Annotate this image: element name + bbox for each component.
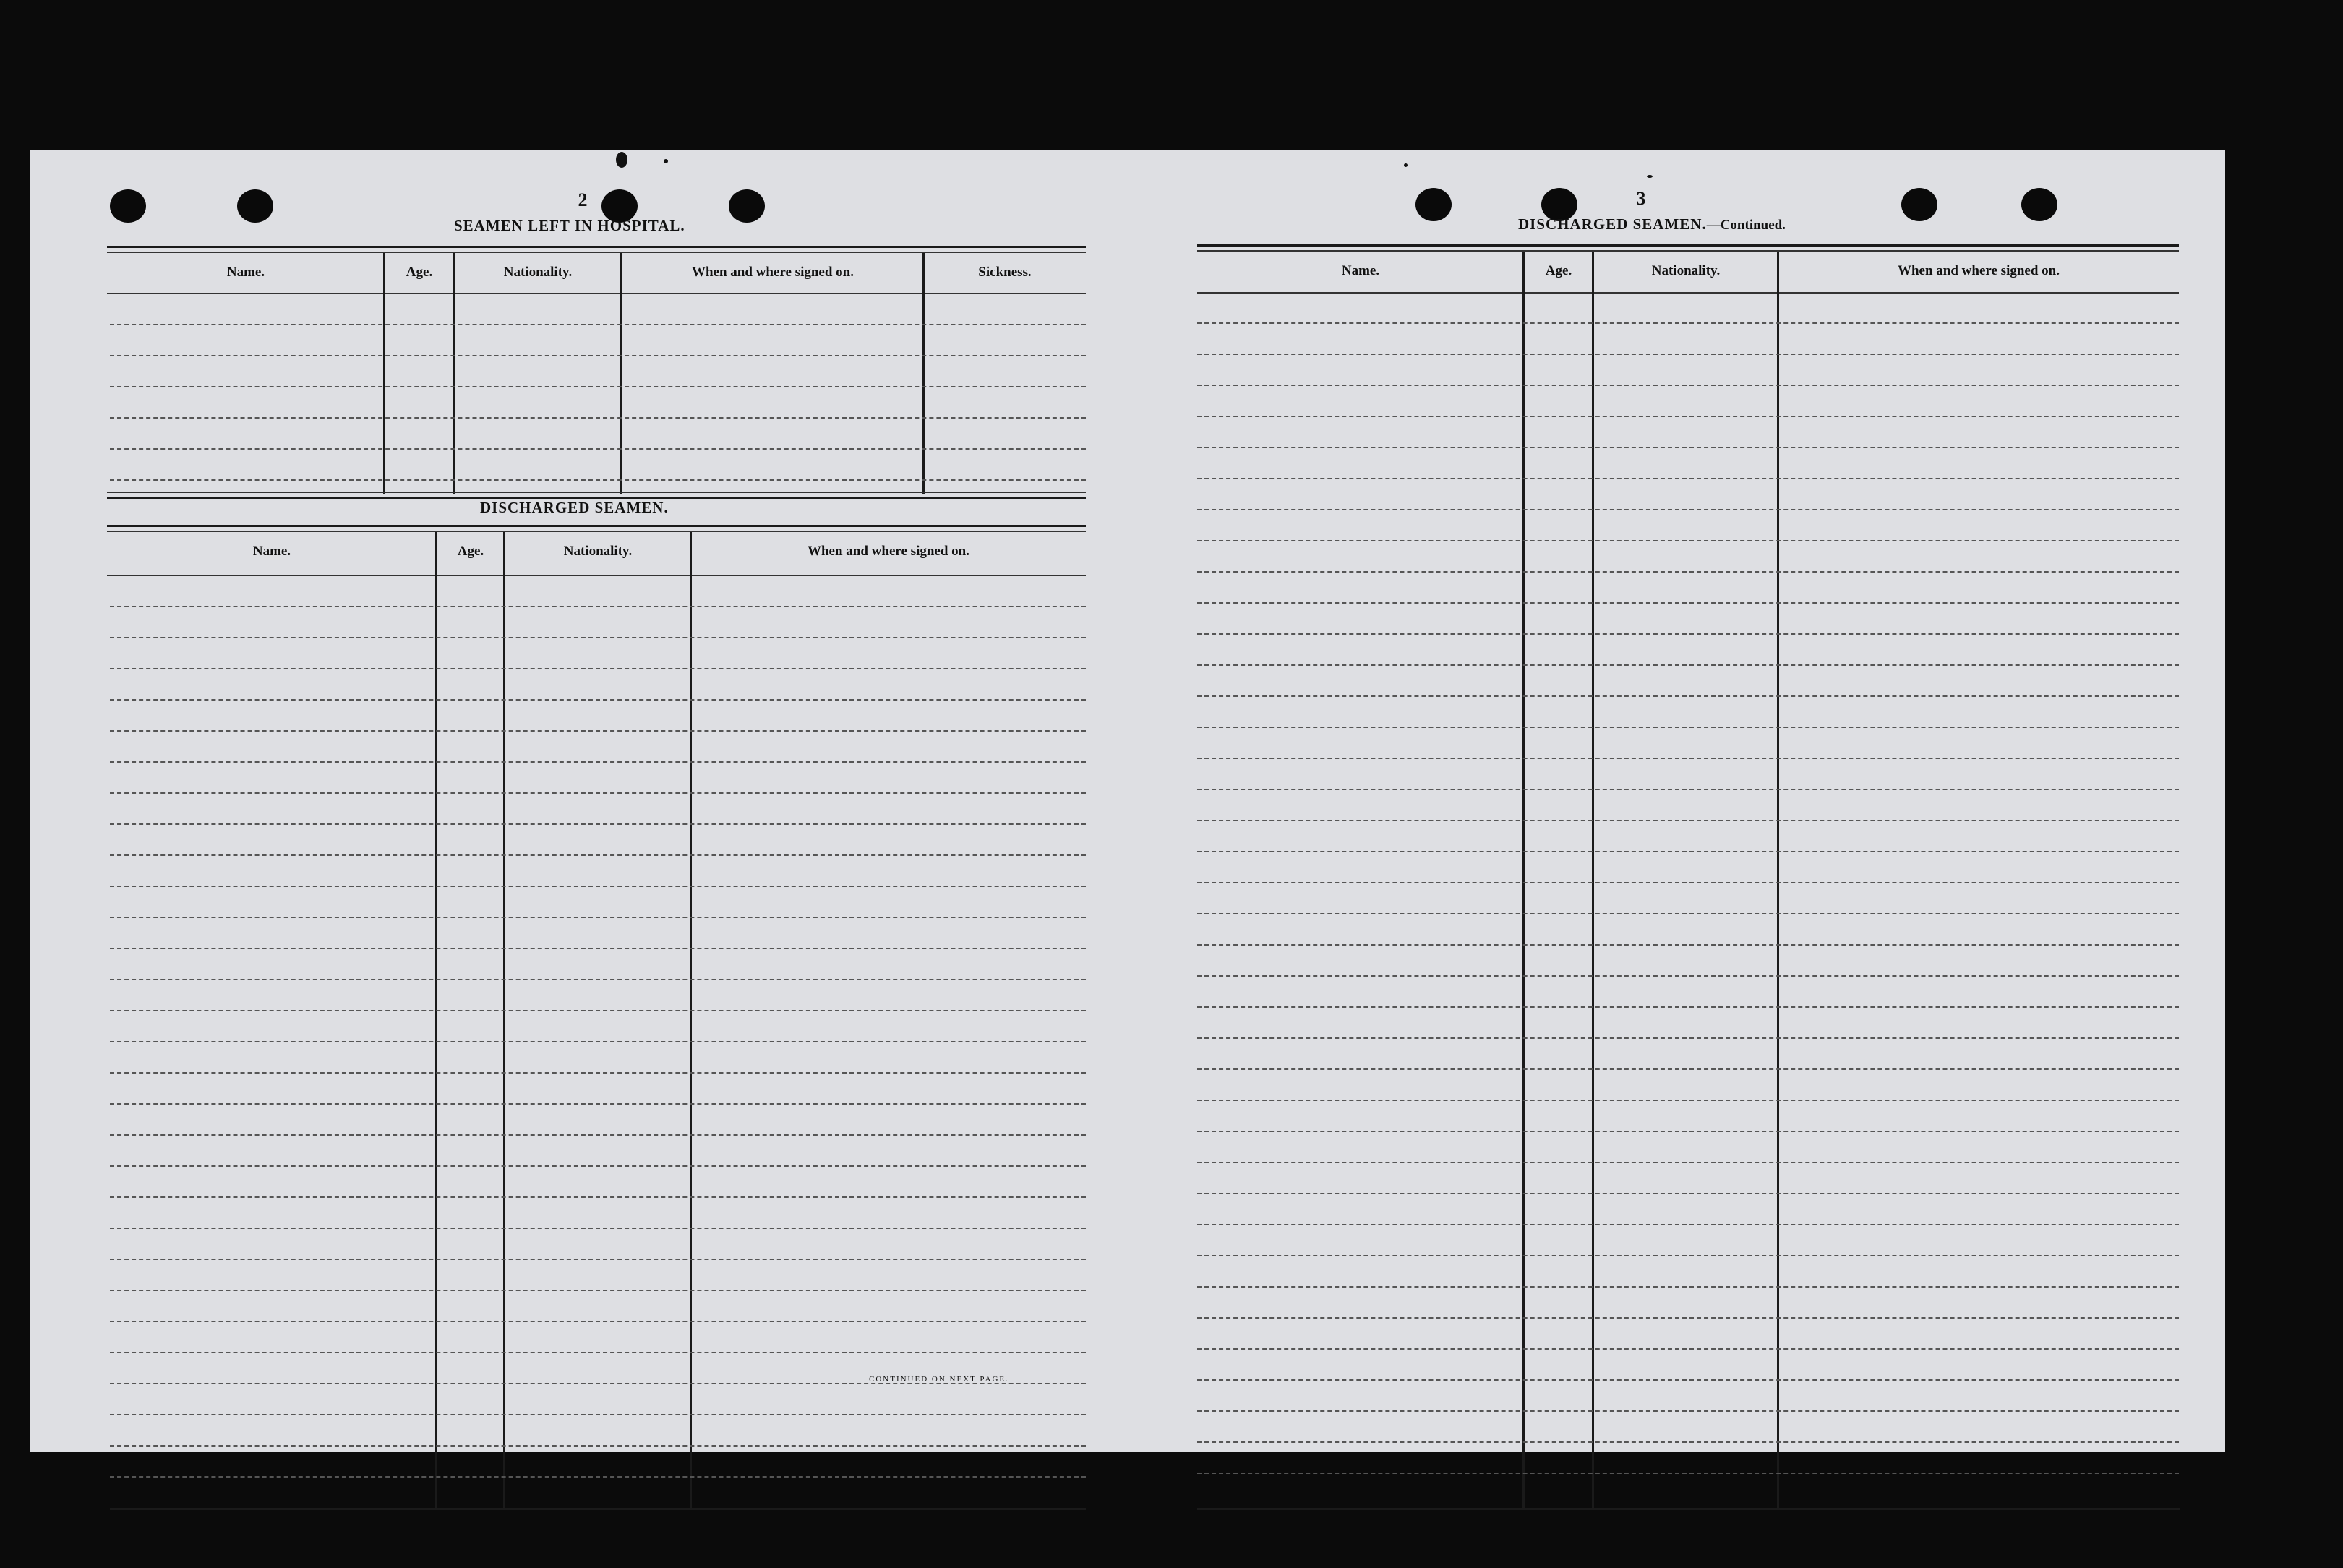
entry-line <box>110 886 1086 887</box>
punch-hole-8 <box>2021 188 2057 221</box>
hospital-top-rule <box>107 246 1086 248</box>
entry-line <box>110 386 1086 387</box>
entry-line <box>110 1041 1086 1042</box>
hospital-col-nationality: Nationality. <box>503 265 573 280</box>
entry-line <box>1197 1441 2179 1443</box>
entry-line <box>1197 727 2179 728</box>
entry-line <box>110 417 1086 419</box>
entry-line <box>110 355 1086 356</box>
entry-line <box>1197 1131 2179 1132</box>
entry-line <box>110 1476 1086 1478</box>
entry-line <box>1197 1068 2179 1070</box>
entry-line <box>1197 1317 2179 1319</box>
entry-line <box>110 1103 1086 1105</box>
entry-line <box>110 1290 1086 1291</box>
entry-line <box>110 1228 1086 1229</box>
entry-line <box>110 823 1086 825</box>
discharged-section-title: DISCHARGED SEAMEN. <box>480 499 669 516</box>
entry-line <box>1197 416 2179 417</box>
entry-line <box>1197 851 2179 852</box>
punch-hole-7 <box>1901 188 1937 221</box>
entry-line <box>1197 447 2179 448</box>
entry-line <box>1197 1037 2179 1039</box>
discharged-header-rule <box>107 575 1086 576</box>
entry-line <box>1197 944 2179 946</box>
entry-line <box>1197 789 2179 790</box>
entry-line <box>110 1259 1086 1260</box>
entry-line <box>1197 1224 2179 1225</box>
entry-line <box>110 1321 1086 1322</box>
entry-line <box>1197 695 2179 697</box>
entry-line <box>1197 1162 2179 1163</box>
hospital-col-age: Age. <box>406 265 433 280</box>
entry-line <box>110 699 1086 701</box>
entry-line <box>110 979 1086 980</box>
entry-line <box>1197 1410 2179 1412</box>
continued-section-title: DISCHARGED SEAMEN.—Continued. <box>1518 215 1786 233</box>
entry-line <box>1197 664 2179 666</box>
punch-hole-4 <box>729 189 765 223</box>
entry-line <box>1197 322 2179 324</box>
continued-col-age: Age. <box>1545 263 1572 278</box>
continued-header-rule <box>1197 292 2179 294</box>
entry-line <box>1197 354 2179 355</box>
entry-line <box>110 1196 1086 1198</box>
entry-line <box>110 324 1086 325</box>
continued-footer: CONTINUED ON NEXT PAGE. <box>869 1375 1009 1384</box>
entry-line <box>110 606 1086 607</box>
entry-line <box>110 1445 1086 1447</box>
entry-line <box>110 761 1086 763</box>
entry-line <box>110 1010 1086 1011</box>
discharged-col-when-where: When and where signed on. <box>807 544 969 559</box>
entry-line <box>1197 602 2179 604</box>
hospital-col-when-where: When and where signed on. <box>691 265 854 280</box>
punch-hole-1 <box>110 189 146 223</box>
discharged-col-name: Name. <box>252 544 291 559</box>
entry-line <box>110 1165 1086 1167</box>
entry-line <box>110 854 1086 856</box>
entry-line <box>1197 633 2179 635</box>
entry-line <box>1197 1473 2179 1474</box>
discharged-col-nationality: Nationality. <box>563 544 633 559</box>
discharged-bottom-rule <box>110 1508 1086 1510</box>
entry-line <box>110 948 1086 949</box>
entry-line <box>1197 1286 2179 1288</box>
entry-line <box>1197 913 2179 914</box>
continued-col-name: Name. <box>1341 263 1380 278</box>
entry-line <box>1197 975 2179 977</box>
hospital-header-rule <box>107 293 1086 294</box>
continued-bottom-rule <box>1197 1508 2180 1510</box>
entry-line <box>1197 478 2179 479</box>
entry-line <box>1197 820 2179 821</box>
entry-line <box>110 1072 1086 1074</box>
entry-line <box>110 730 1086 732</box>
entry-line <box>110 479 1086 481</box>
entry-line <box>1197 1379 2179 1381</box>
entry-line <box>110 792 1086 794</box>
entry-line <box>110 1352 1086 1353</box>
entry-line <box>110 1134 1086 1136</box>
page-number-right: 3 <box>1636 188 1646 209</box>
entry-line <box>110 637 1086 638</box>
entry-line <box>1197 540 2179 541</box>
entry-line <box>1197 758 2179 759</box>
continued-suffix: —Continued. <box>1706 218 1786 233</box>
continued-col-when-where: When and where signed on. <box>1897 263 2060 278</box>
entry-line <box>110 668 1086 669</box>
entry-line <box>110 917 1086 918</box>
page-number-left: 2 <box>578 189 588 210</box>
discharged-col-age: Age. <box>457 544 484 559</box>
hospital-col-name: Name. <box>226 265 265 280</box>
entry-line <box>1197 1100 2179 1101</box>
continued-col-nationality: Nationality. <box>1651 263 1721 278</box>
hospital-section-title: SEAMEN LEFT IN HOSPITAL. <box>454 217 685 234</box>
entry-line <box>110 448 1086 450</box>
entry-line <box>1197 509 2179 510</box>
document-sheet <box>30 150 2225 1452</box>
punch-hole-2 <box>237 189 273 223</box>
entry-line <box>1197 1255 2179 1256</box>
entry-line <box>1197 1193 2179 1194</box>
entry-line <box>1197 882 2179 883</box>
entry-line <box>110 1414 1086 1415</box>
entry-line <box>1197 1006 2179 1008</box>
entry-line <box>1197 1348 2179 1350</box>
hospital-col-sickness: Sickness. <box>978 265 1032 280</box>
punch-hole-5 <box>1415 188 1452 221</box>
continued-top-rule <box>1197 244 2179 247</box>
entry-line <box>1197 571 2179 573</box>
entry-line <box>1197 385 2179 386</box>
